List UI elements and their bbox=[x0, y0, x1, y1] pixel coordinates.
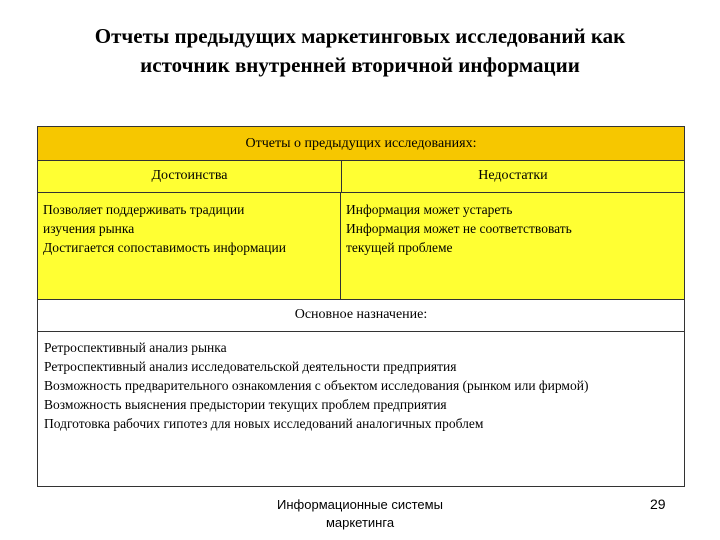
slide-title-line-2: источник внутренней вторичной информации bbox=[140, 53, 580, 77]
page-number: 29 bbox=[650, 496, 666, 512]
list-item: Возможность предварительного ознакомления с объектом исследования (рынком или фирмой) bbox=[44, 378, 589, 393]
advantages-list bbox=[38, 193, 341, 299]
list-item: Подготовка рабочих гипотез для новых исследований аналогичных проблем bbox=[44, 416, 484, 431]
advantages-header: Достоинства bbox=[38, 161, 342, 192]
research-reports-table bbox=[37, 126, 685, 487]
disadvantages-list bbox=[341, 193, 684, 299]
purpose-list bbox=[37, 332, 685, 487]
list-item: текущей проблеме bbox=[346, 240, 453, 255]
list-item: Достигается сопоставимость информации bbox=[43, 240, 286, 255]
list-item: Информация может не соответствовать bbox=[346, 221, 572, 236]
slide-title bbox=[20, 22, 700, 80]
list-item: Ретроспективный анализ рынка bbox=[44, 340, 227, 355]
list-item: Информация может устареть bbox=[346, 202, 513, 217]
list-item: Позволяет поддерживать традиции bbox=[43, 202, 245, 217]
purpose-header: Основное назначение: bbox=[37, 300, 685, 332]
footer-line-1: Информационные системы bbox=[277, 497, 443, 512]
list-item: Ретроспективный анализ исследовательской деятельности предприятия bbox=[44, 359, 457, 374]
pros-cons-row bbox=[37, 193, 685, 300]
slide-title-line-1: Отчеты предыдущих маркетинговых исследований как bbox=[94, 24, 626, 48]
list-item: Возможность выяснения предыстории текущих проблем предприятия bbox=[44, 397, 447, 412]
columns-header-row bbox=[37, 161, 685, 193]
disadvantages-header: Недостатки bbox=[478, 168, 548, 183]
table-header: Отчеты о предыдущих исследованиях: bbox=[37, 126, 685, 161]
footer-caption bbox=[250, 496, 470, 532]
list-item: изучения рынка bbox=[43, 221, 135, 236]
footer-line-2: маркетинга bbox=[325, 515, 395, 530]
